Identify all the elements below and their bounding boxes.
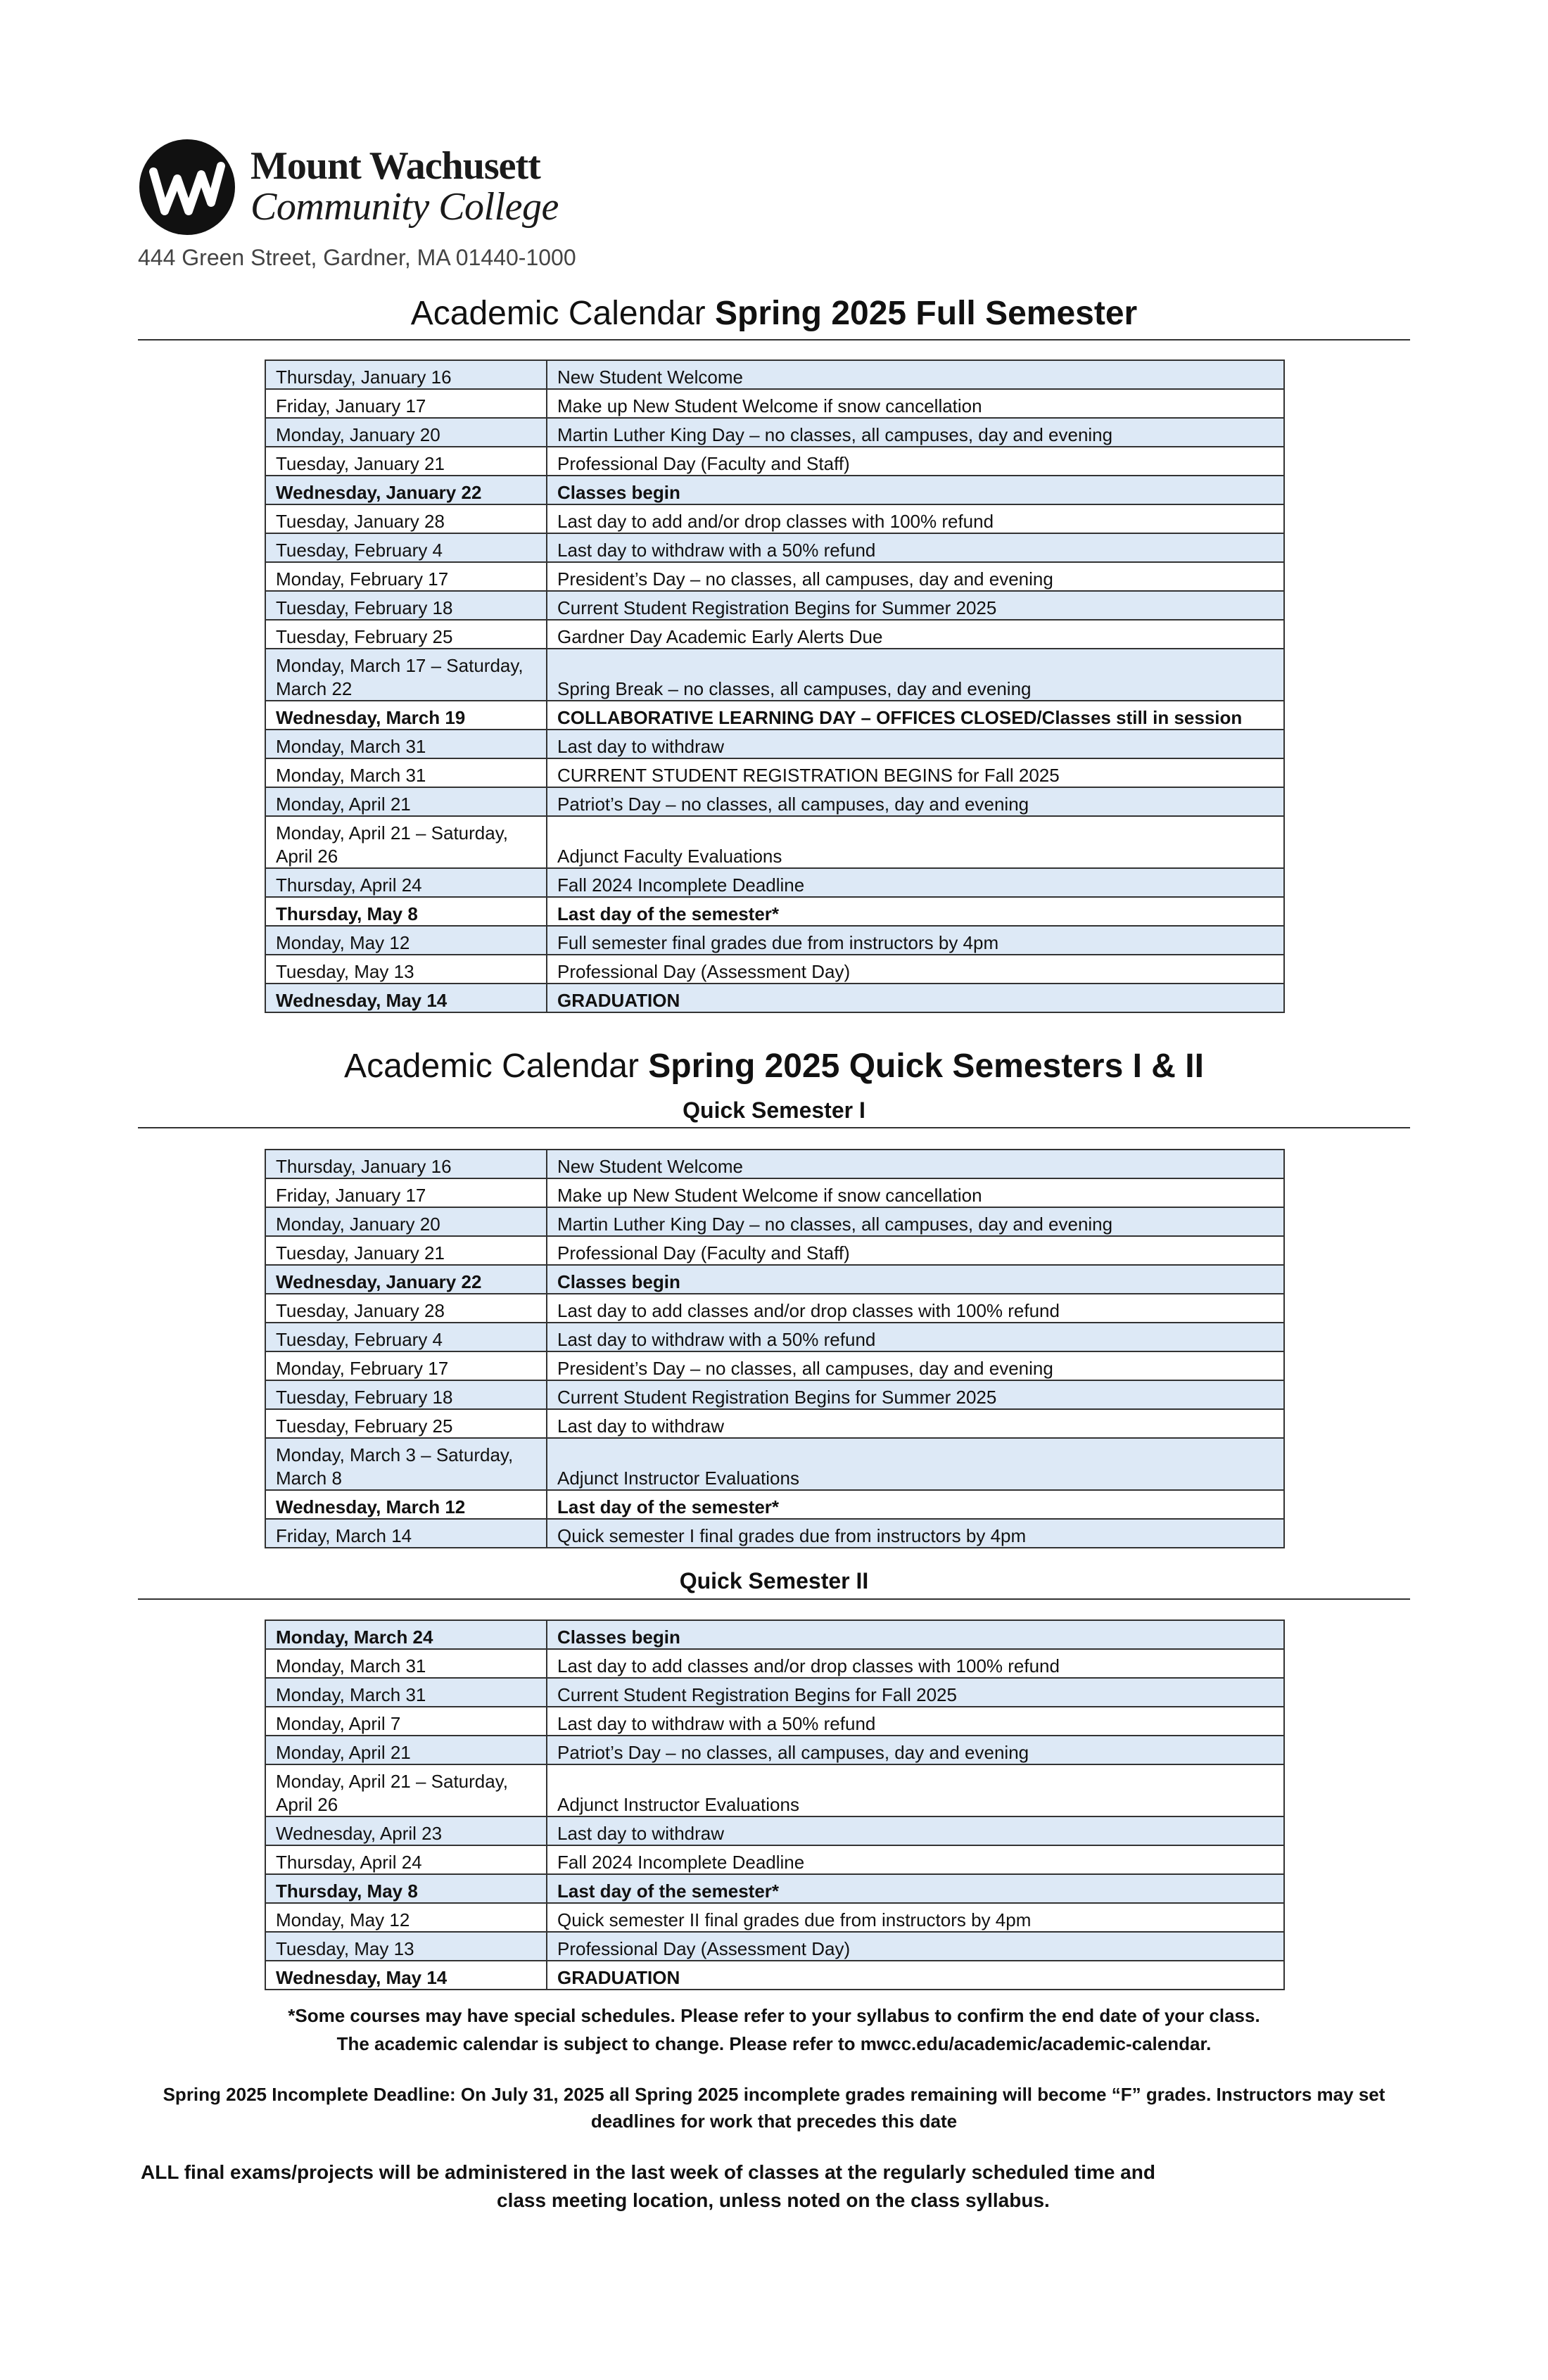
date-cell: Wednesday, May 14	[265, 984, 547, 1012]
table-row	[265, 787, 1284, 816]
date-cell: Tuesday, February 4	[265, 1323, 547, 1351]
date-cell: Wednesday, March 19	[265, 701, 547, 730]
date-cell: Monday, March 31	[265, 1678, 547, 1707]
date-cell: Thursday, May 8	[265, 1874, 547, 1903]
date-cell: Monday, March 17 – Saturday, March 22	[265, 649, 547, 701]
table-row	[265, 1519, 1284, 1548]
date-cell: Thursday, January 16	[265, 360, 547, 389]
date-cell: Monday, April 21 – Saturday, April 26	[265, 1764, 547, 1816]
divider	[138, 339, 1410, 341]
subject-to-change-note: The academic calendar is subject to change. Please refer to mwcc.edu/academic/academic-calendar.	[336, 2033, 1212, 2054]
date-cell: Wednesday, May 14	[265, 1961, 547, 1990]
incomplete-deadline-note-line1: Spring 2025 Incomplete Deadline: On July 31, 2025 all Spring 2025 incomplete grades remaining will become “F” grades. Instructors may set	[163, 2084, 1385, 2105]
date-cell: Thursday, January 16	[265, 1150, 547, 1178]
table-row	[265, 1874, 1284, 1903]
event-cell: Make up New Student Welcome if snow cancellation	[547, 1178, 1284, 1207]
table-row	[265, 701, 1284, 730]
divider	[138, 1127, 1410, 1128]
table-row	[265, 447, 1284, 476]
table-row	[265, 1707, 1284, 1736]
table-row	[265, 418, 1284, 447]
event-cell: Gardner Day Academic Early Alerts Due	[547, 620, 1284, 649]
final-exams-note-line1: ALL final exams/projects will be administered in the last week of classes at the regularly scheduled time and	[141, 2161, 1155, 2183]
date-cell: Tuesday, January 28	[265, 1294, 547, 1323]
table-row	[265, 1178, 1284, 1207]
event-cell: Make up New Student Welcome if snow cancellation	[547, 389, 1284, 418]
event-cell: Last day to withdraw with a 50% refund	[547, 1323, 1284, 1351]
event-cell: Last day to withdraw	[547, 1409, 1284, 1438]
event-cell: Full semester final grades due from instructors by 4pm	[547, 926, 1284, 955]
table-row	[265, 758, 1284, 787]
date-cell: Tuesday, February 18	[265, 591, 547, 620]
event-cell: Last day to add and/or drop classes with 100% refund	[547, 504, 1284, 533]
event-cell: Martin Luther King Day – no classes, all campuses, day and evening	[547, 418, 1284, 447]
special-schedules-note: *Some courses may have special schedules. Please refer to your syllabus to confirm the end date of your class.	[288, 2005, 1260, 2026]
date-cell: Monday, April 21 – Saturday, April 26	[265, 816, 547, 868]
date-cell: Tuesday, January 21	[265, 1236, 547, 1265]
date-cell: Monday, February 17	[265, 1351, 547, 1380]
event-cell: CURRENT STUDENT REGISTRATION BEGINS for Fall 2025	[547, 758, 1284, 787]
date-cell: Thursday, April 24	[265, 1845, 547, 1874]
date-cell: Tuesday, January 28	[265, 504, 547, 533]
table-row	[265, 955, 1284, 984]
table-row	[265, 984, 1284, 1012]
event-cell: President’s Day – no classes, all campuses, day and evening	[547, 562, 1284, 591]
date-cell: Friday, January 17	[265, 389, 547, 418]
date-cell: Monday, January 20	[265, 1207, 547, 1236]
table-row	[265, 1380, 1284, 1409]
date-cell: Wednesday, March 12	[265, 1490, 547, 1519]
table-row	[265, 1903, 1284, 1932]
event-cell: Last day to withdraw with a 50% refund	[547, 1707, 1284, 1736]
table-row	[265, 1236, 1284, 1265]
date-cell: Tuesday, February 25	[265, 620, 547, 649]
table-row	[265, 816, 1284, 868]
table-row	[265, 1409, 1284, 1438]
incomplete-deadline-note-line2: deadlines for work that precedes this date	[590, 2111, 958, 2132]
date-cell: Wednesday, January 22	[265, 1265, 547, 1294]
date-cell: Monday, February 17	[265, 562, 547, 591]
date-cell: Tuesday, February 25	[265, 1409, 547, 1438]
table-row	[265, 1932, 1284, 1961]
event-cell: New Student Welcome	[547, 360, 1284, 389]
table-row	[265, 1438, 1284, 1490]
event-cell: Adjunct Faculty Evaluations	[547, 816, 1284, 868]
event-cell: Martin Luther King Day – no classes, all campuses, day and evening	[547, 1207, 1284, 1236]
date-cell: Monday, March 31	[265, 1649, 547, 1678]
date-cell: Friday, March 14	[265, 1519, 547, 1548]
table-row	[265, 360, 1284, 389]
date-cell: Tuesday, May 13	[265, 955, 547, 984]
event-cell: Last day of the semester*	[547, 897, 1284, 926]
heading-bold: Spring 2025 Full Semester	[714, 295, 1138, 332]
event-cell: Last day to withdraw	[547, 1816, 1284, 1845]
event-cell: Last day to add classes and/or drop classes with 100% refund	[547, 1649, 1284, 1678]
event-cell: President’s Day – no classes, all campuses, day and evening	[547, 1351, 1284, 1380]
logo-name-line2: Community College	[250, 185, 559, 229]
event-cell: Current Student Registration Begins for Summer 2025	[547, 591, 1284, 620]
table-row	[265, 562, 1284, 591]
event-cell: Professional Day (Faculty and Staff)	[547, 1236, 1284, 1265]
event-cell: Classes begin	[547, 1265, 1284, 1294]
event-cell: Classes begin	[547, 1620, 1284, 1649]
college-address: 444 Green Street, Gardner, MA 01440-1000	[138, 245, 576, 270]
event-cell: Quick semester II final grades due from instructors by 4pm	[547, 1903, 1284, 1932]
event-cell: Fall 2024 Incomplete Deadline	[547, 1845, 1284, 1874]
event-cell: Spring Break – no classes, all campuses, day and evening	[547, 649, 1284, 701]
table-row	[265, 1265, 1284, 1294]
table-row	[265, 1490, 1284, 1519]
table-row	[265, 1816, 1284, 1845]
date-cell: Monday, March 31	[265, 758, 547, 787]
table-row	[265, 1207, 1284, 1236]
table-row	[265, 926, 1284, 955]
table-row	[265, 1150, 1284, 1178]
date-cell: Tuesday, February 18	[265, 1380, 547, 1409]
event-cell: GRADUATION	[547, 984, 1284, 1012]
date-cell: Friday, January 17	[265, 1178, 547, 1207]
date-cell: Monday, May 12	[265, 1903, 547, 1932]
event-cell: New Student Welcome	[547, 1150, 1284, 1178]
event-cell: Adjunct Instructor Evaluations	[547, 1764, 1284, 1816]
event-cell: Classes begin	[547, 476, 1284, 504]
date-cell: Thursday, April 24	[265, 868, 547, 897]
date-cell: Monday, March 3 – Saturday, March 8	[265, 1438, 547, 1490]
date-cell: Monday, April 21	[265, 787, 547, 816]
event-cell: Current Student Registration Begins for Summer 2025	[547, 1380, 1284, 1409]
heading-prefix: Academic Calendar	[344, 1048, 649, 1085]
mwcc-logo-icon	[138, 138, 236, 236]
heading-prefix: Academic Calendar	[410, 295, 715, 332]
event-cell: Last day of the semester*	[547, 1874, 1284, 1903]
date-cell: Wednesday, January 22	[265, 476, 547, 504]
event-cell: Professional Day (Faculty and Staff)	[547, 447, 1284, 476]
logo-name-line1: Mount Wachusett	[250, 144, 540, 188]
event-cell: Patriot’s Day – no classes, all campuses, day and evening	[547, 787, 1284, 816]
table-row	[265, 1736, 1284, 1764]
event-cell: Adjunct Instructor Evaluations	[547, 1438, 1284, 1490]
date-cell: Tuesday, February 4	[265, 533, 547, 562]
table-row	[265, 1845, 1284, 1874]
table-row	[265, 897, 1284, 926]
date-cell: Monday, April 7	[265, 1707, 547, 1736]
quick-semester-2-table	[265, 1619, 1285, 1990]
table-row	[265, 389, 1284, 418]
date-cell: Monday, April 21	[265, 1736, 547, 1764]
event-cell: Last day to add classes and/or drop classes with 100% refund	[547, 1294, 1284, 1323]
divider	[138, 1598, 1410, 1600]
table-row	[265, 1961, 1284, 1990]
event-cell: Current Student Registration Begins for Fall 2025	[547, 1678, 1284, 1707]
event-cell: Last day of the semester*	[547, 1490, 1284, 1519]
table-row	[265, 1678, 1284, 1707]
table-row	[265, 620, 1284, 649]
table-row	[265, 1764, 1284, 1816]
table-row	[265, 533, 1284, 562]
table-row	[265, 730, 1284, 758]
event-cell: GRADUATION	[547, 1961, 1284, 1990]
event-cell: Patriot’s Day – no classes, all campuses, day and evening	[547, 1736, 1284, 1764]
final-exams-note-line2: class meeting location, unless noted on the class syllabus.	[497, 2189, 1050, 2211]
table-row	[265, 504, 1284, 533]
table-row	[265, 1351, 1284, 1380]
event-cell: Fall 2024 Incomplete Deadline	[547, 868, 1284, 897]
quick-semester-1-table	[265, 1149, 1285, 1548]
full-semester-table	[265, 359, 1285, 1013]
date-cell: Monday, January 20	[265, 418, 547, 447]
date-cell: Thursday, May 8	[265, 897, 547, 926]
date-cell: Monday, May 12	[265, 926, 547, 955]
event-cell: Last day to withdraw with a 50% refund	[547, 533, 1284, 562]
quick-semesters-heading	[0, 1047, 1548, 1086]
full-semester-heading	[0, 294, 1548, 333]
event-cell: Professional Day (Assessment Day)	[547, 955, 1284, 984]
event-cell: Professional Day (Assessment Day)	[547, 1932, 1284, 1961]
event-cell: Last day to withdraw	[547, 730, 1284, 758]
table-row	[265, 1323, 1284, 1351]
event-cell: Quick semester I final grades due from instructors by 4pm	[547, 1519, 1284, 1548]
date-cell: Tuesday, January 21	[265, 447, 547, 476]
college-logo	[138, 138, 560, 243]
quick-semester-1-title: Quick Semester I	[683, 1097, 865, 1123]
table-row	[265, 868, 1284, 897]
date-cell: Wednesday, April 23	[265, 1816, 547, 1845]
date-cell: Monday, March 24	[265, 1620, 547, 1649]
date-cell: Monday, March 31	[265, 730, 547, 758]
table-row	[265, 649, 1284, 701]
table-row	[265, 1649, 1284, 1678]
heading-bold: Spring 2025 Quick Semesters I & II	[648, 1048, 1204, 1085]
table-row	[265, 1294, 1284, 1323]
table-row	[265, 591, 1284, 620]
table-row	[265, 1620, 1284, 1649]
event-cell: COLLABORATIVE LEARNING DAY – OFFICES CLOSED/Classes still in session	[547, 701, 1284, 730]
quick-semester-2-title: Quick Semester II	[679, 1568, 869, 1593]
date-cell: Tuesday, May 13	[265, 1932, 547, 1961]
table-row	[265, 476, 1284, 504]
